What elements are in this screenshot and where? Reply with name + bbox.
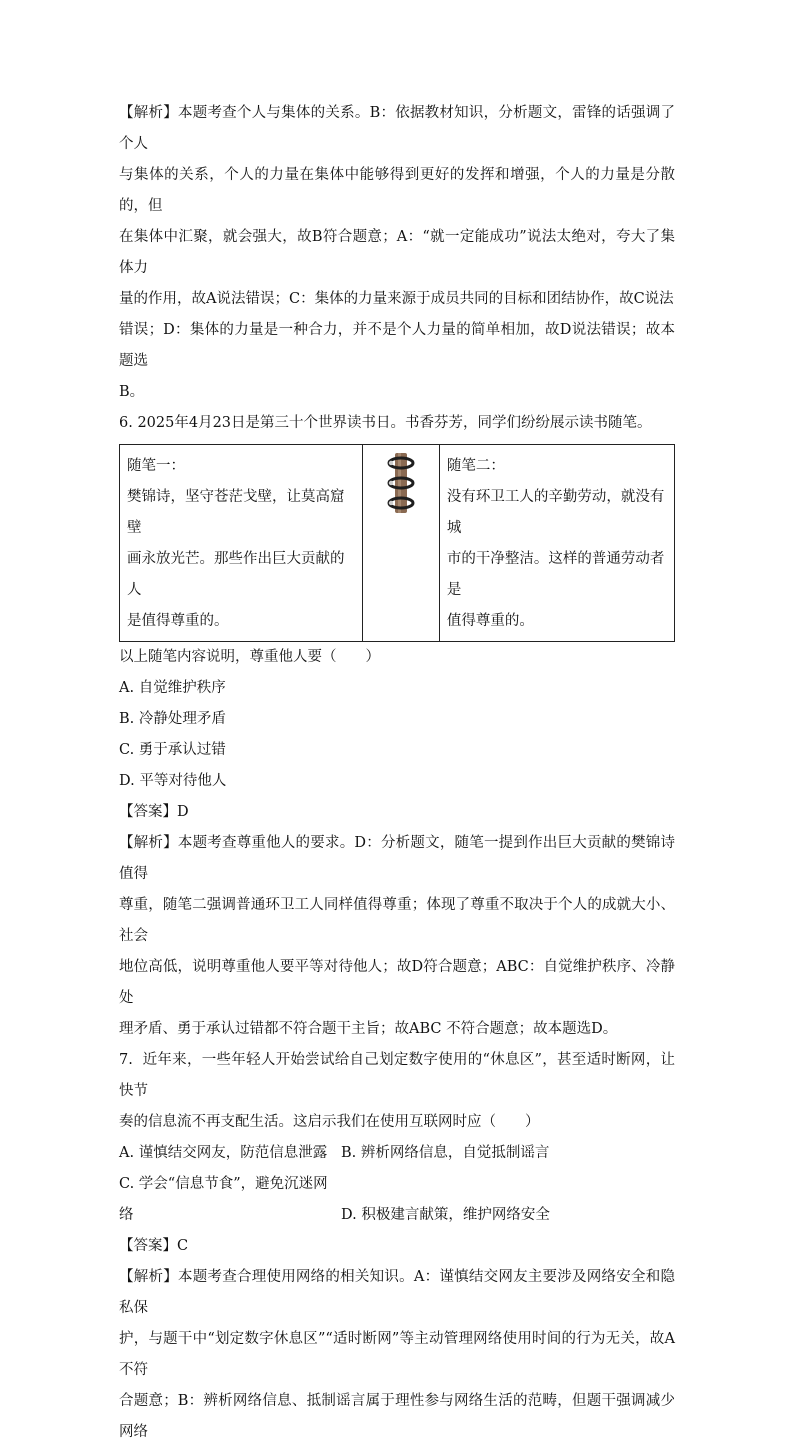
question-6 [119,408,675,1045]
answer-label: 【答案】 [119,804,177,820]
option-c: C. 学会“信息节食”，避免沉迷网络 [119,1176,328,1223]
option-a: A. 自觉维护秩序 [119,680,226,696]
analysis-line: 量的作用，故A说法错误；C：集体的力量来源于成员共同的目标和团结协作，故C说法 [119,291,674,307]
answer-line [119,797,675,828]
q5-analysis [119,98,675,408]
note-one-cell [120,445,363,642]
option-d: D. 平等对待他人 [119,773,227,789]
analysis-line: 合题意；B：辨析网络信息、抵制谣言属于理性参与网络生活的范畴，但题干强调减少网络 [119,1393,675,1440]
analysis-line: 本题考查个人与集体的关系。B：依据教材知识，分析题文，雷锋的话强调了个人 [119,105,676,152]
document-page [119,98,675,1448]
analysis-line: 地位高低，说明尊重他人要平等对待他人；故D符合题意；ABC：自觉维护秩序、冷静处 [119,959,675,1006]
note-one-line: 樊锦诗，坚守苍茫戈壁，让莫高窟壁 [127,489,345,536]
analysis-line: 在集体中汇聚，就会强大，故B符合题意；A：“就一定能成功”说法太绝对，夸大了集体力 [119,229,675,276]
answer-line [119,1231,675,1262]
notebook-image-cell [363,445,440,642]
analysis-line: 本题考查尊重他人的要求。D：分析题文，随笔一提到作出巨大贡献的樊锦诗值得 [119,835,676,882]
analysis-line: 护，与题干中“划定数字休息区”“适时断网”等主动管理网络使用时间的行为无关，故A不符 [119,1331,675,1378]
analysis-line: 错误；D：集体的力量是一种合力，并不是个人力量的简单相加，故D说法错误；故本题选 [119,322,675,369]
question-stem: 奏的信息流不再支配生活。这启示我们在使用互联网时应（ ） [119,1114,540,1130]
options-row [119,1169,675,1231]
spiral-notebook-icon [386,451,416,515]
analysis-line: 理矛盾、勇于承认过错都不符合题干主旨；故ABC 不符合题意；故本题选D。 [119,1021,618,1037]
option-a: A. 谨慎结交网友，防范信息泄露 [119,1145,328,1161]
answer-label: 【答案】 [119,1238,177,1254]
note-one-title: 随笔一： [127,458,185,474]
options-row [119,1138,675,1169]
question-prompt: 以上随笔内容说明，尊重他人要（ ） [119,649,380,665]
option-c: C. 勇于承认过错 [119,742,226,758]
note-two-line: 没有环卫工人的辛勤劳动，就没有城 [446,489,665,536]
question-7 [119,1045,675,1448]
note-two-line: 市的干净整洁。这样的普通劳动者是 [446,551,665,598]
note-two-line: 值得尊重的。 [446,613,534,629]
analysis-label: 【解析】 [119,105,178,121]
answer-value: C [177,1238,189,1254]
analysis-line: B。 [119,384,145,400]
note-two-title: 随笔二： [446,458,505,474]
analysis-label: 【解析】 [119,1269,178,1285]
option-b: B. 冷静处理矛盾 [119,711,226,727]
note-one-line: 是值得尊重的。 [127,613,229,629]
question-stem: 6. 2025年4月23日是第三十个世界读书日。书香芬芳，同学们纷纷展示读书随笔。 [119,415,652,431]
option-b: B. 辨析网络信息，自觉抵制谣言 [341,1145,550,1161]
analysis-line: 与集体的关系，个人的力量在集体中能够得到更好的发挥和增强，个人的力量是分散的，但 [119,167,675,214]
note-two-cell [439,445,674,642]
analysis-line: 本题考查合理使用网络的相关知识。A：谨慎结交网友主要涉及网络安全和隐私保 [119,1269,676,1316]
reading-notes-table [119,444,675,642]
analysis-line: 尊重，随笔二强调普通环卫工人同样值得尊重；体现了尊重不取决于个人的成就大小、社会 [119,897,675,944]
option-d: D. 积极建言献策，维护网络安全 [341,1207,550,1223]
note-one-line: 画永放光芒。那些作出巨大贡献的人 [127,551,345,598]
analysis-label: 【解析】 [119,835,178,851]
question-stem: 7. 近年来，一些年轻人开始尝试给自己划定数字使用的“休息区”，甚至适时断网，让快节 [119,1052,675,1099]
answer-value: D [177,804,189,820]
